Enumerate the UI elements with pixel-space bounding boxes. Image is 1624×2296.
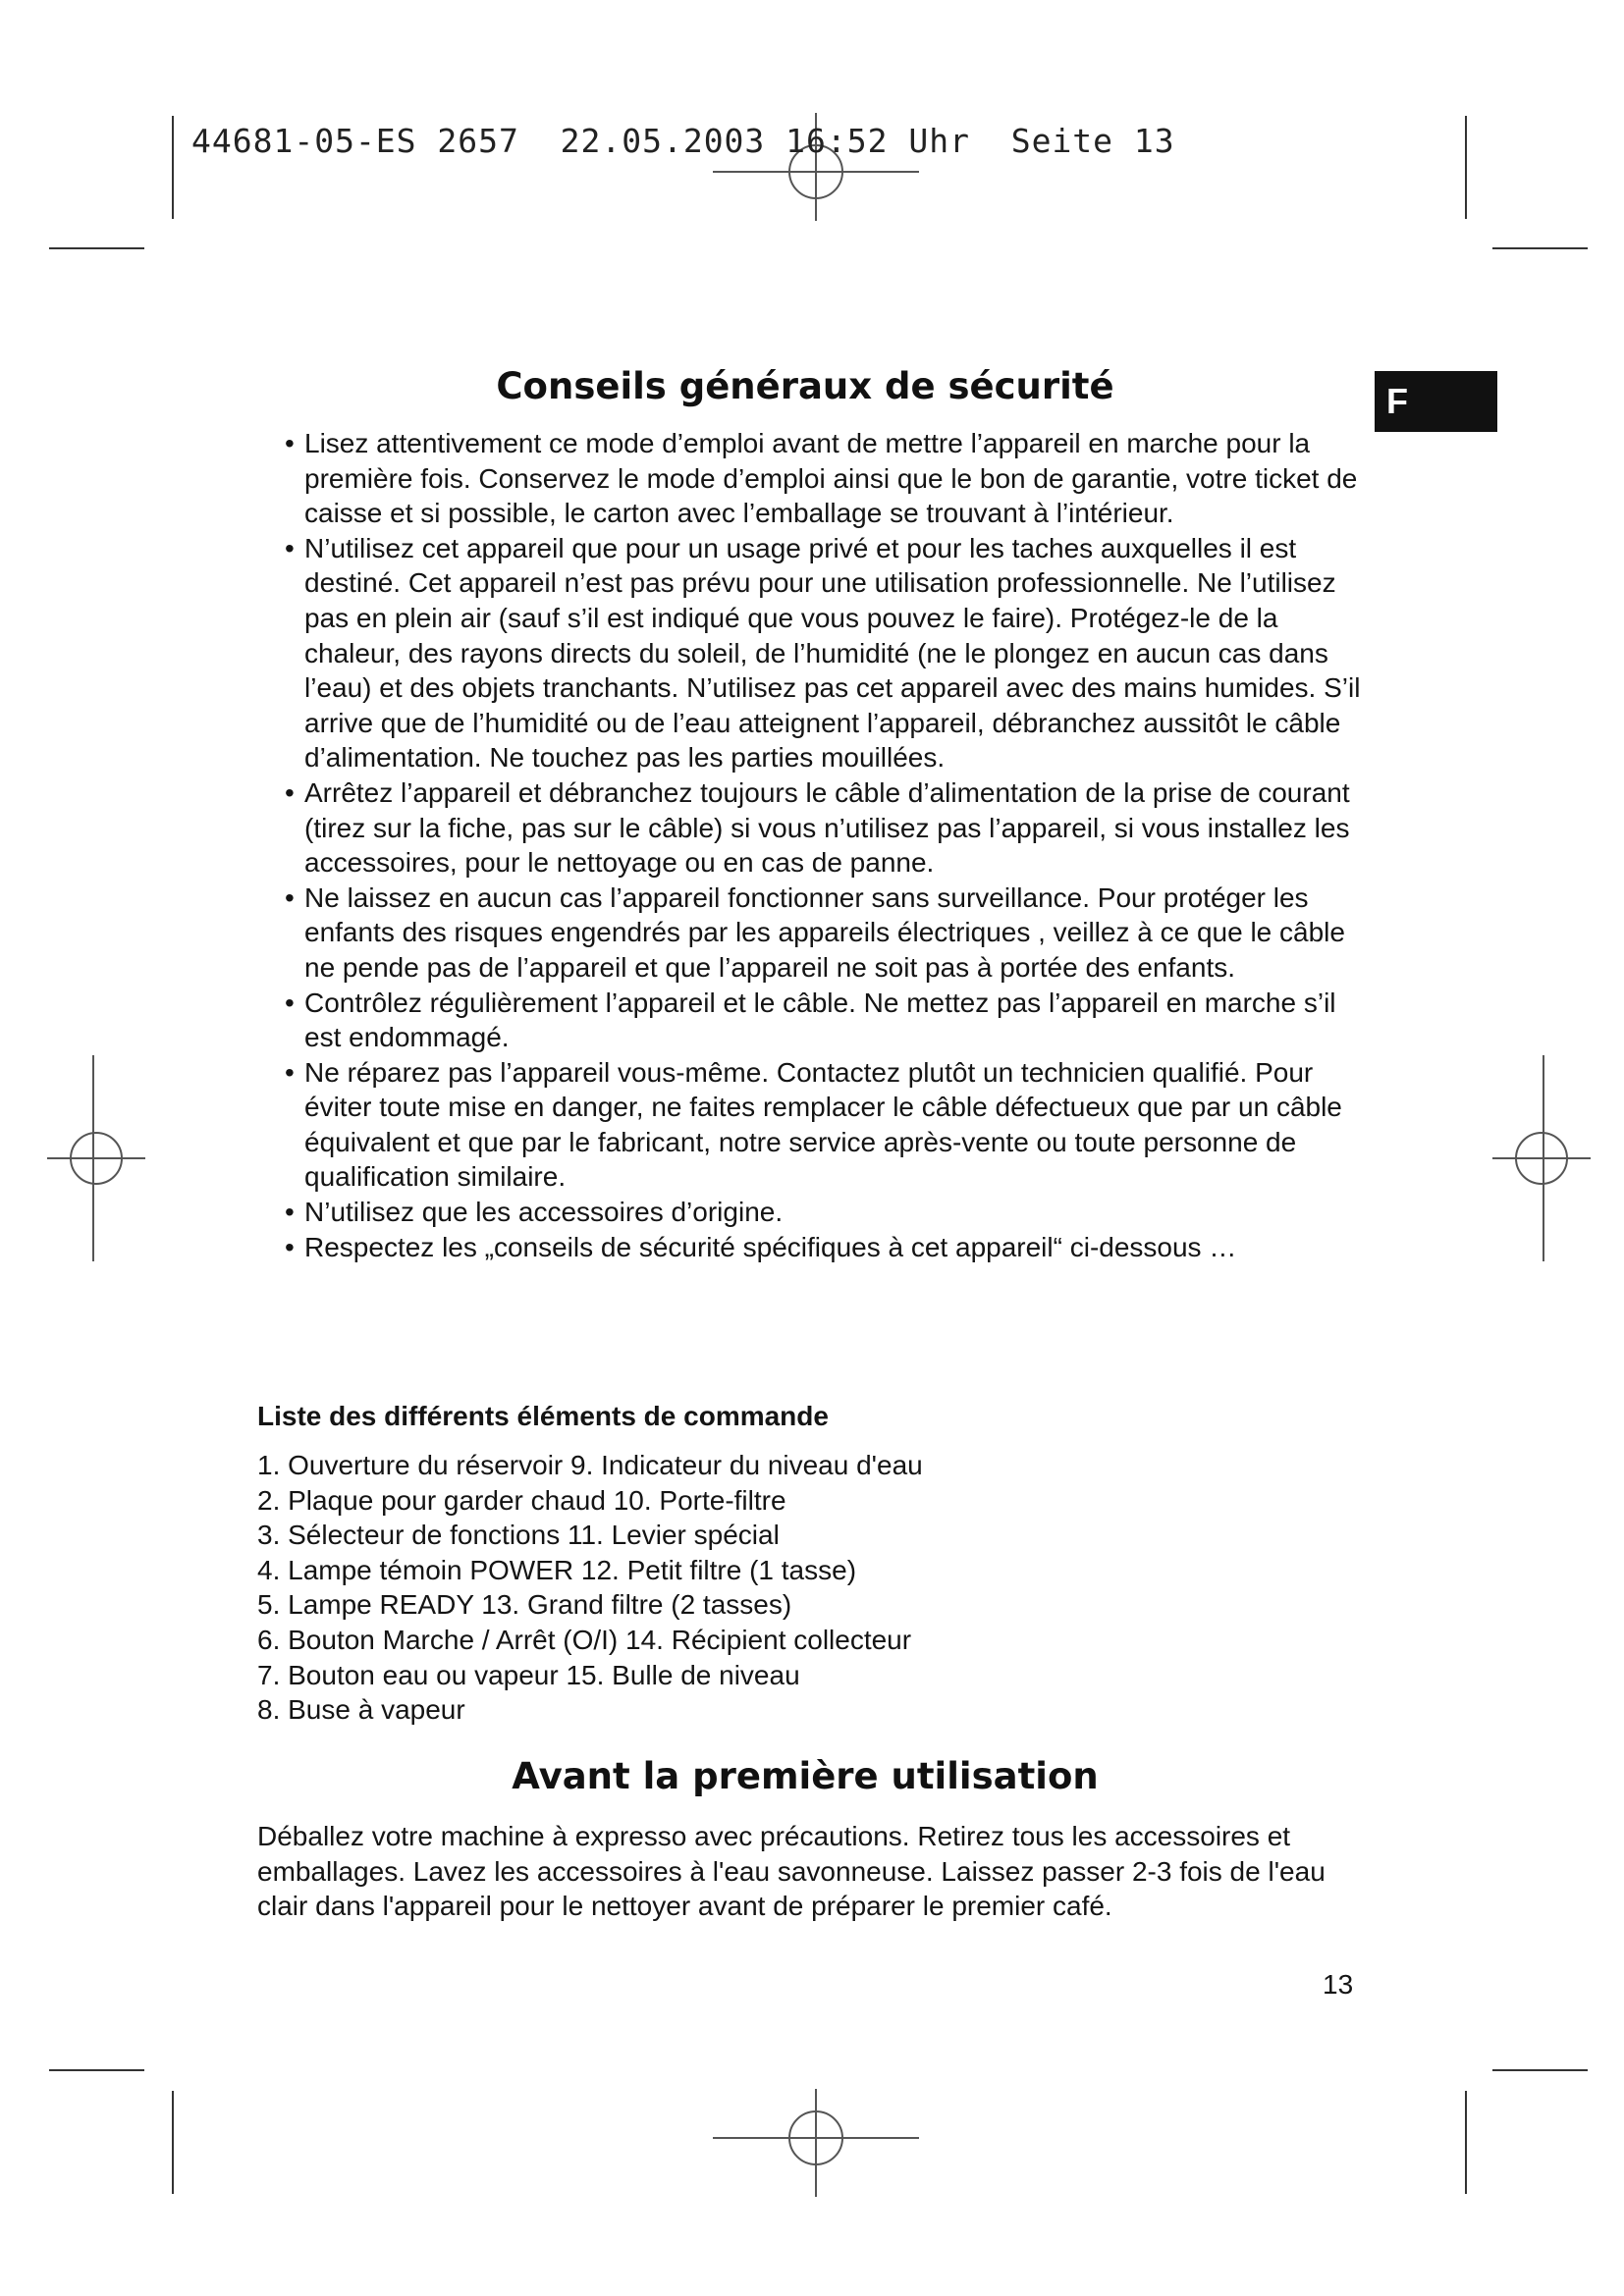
list-item — [257, 986, 1362, 1055]
first-use-paragraph: Déballez votre machine à expresso avec précautions. Retirez tous les accessoires et emballages. Lavez les accessoires à l'eau savonneuse. Laissez passer 2-3 fois de l'eau clair dans l'appareil pour le nettoyer avant de préparer le premier café. — [257, 1821, 1326, 1922]
control-item: 6. Bouton Marche / Arrêt (O/I) 14. Récipient collecteur — [257, 1624, 912, 1655]
registration-mark-right — [1492, 1055, 1591, 1261]
list-item-text: N’utilisez que les accessoires d’origine. — [304, 1197, 784, 1228]
crop-mark-top-left-vertical — [172, 116, 174, 219]
section-title-safety: Conseils généraux de sécurité — [496, 365, 1114, 407]
controls-title: Liste des différents éléments de commande — [257, 1401, 829, 1431]
list-item — [257, 1230, 1362, 1265]
crop-mark-bottom-left-vertical — [172, 2091, 174, 2194]
list-item-text: Ne réparez pas l’appareil vous-même. Contactez plutôt un technicien qualifié. Pour éviter toute mise en danger, ne faites remplacer le câble défectueux que par un câble équivalent et que par le fabricant, notre service après-vente ou toute personne de qualification similaire. — [304, 1056, 1342, 1193]
list-item-text: Respectez les „conseils de sécurité spécifiques à cet appareil“ ci-dessous … — [304, 1231, 1237, 1262]
list-item — [257, 426, 1362, 531]
control-item: 8. Buse à vapeur — [257, 1694, 465, 1726]
crop-mark-bottom-right-horizontal — [1492, 2069, 1588, 2071]
print-header: 44681-05-ES 2657 22.05.2003 16:52 Uhr Seite 13 — [191, 122, 1175, 160]
crop-mark-top-left-horizontal — [49, 247, 144, 249]
list-item — [257, 775, 1362, 881]
list-item — [257, 531, 1362, 775]
control-item: 4. Lampe témoin POWER 12. Petit filtre (1 tasse) — [257, 1554, 857, 1585]
bullet-icon: • — [285, 532, 295, 563]
section-title-first-use: Avant la première utilisation — [512, 1755, 1099, 1797]
controls-list — [257, 1448, 1337, 1728]
control-item: 1. Ouverture du réservoir 9. Indicateur du niveau d'eau — [257, 1450, 923, 1480]
list-item — [257, 1055, 1362, 1195]
bullet-icon: • — [285, 881, 295, 913]
language-tab: F — [1375, 371, 1497, 432]
bullet-icon: • — [285, 428, 295, 458]
control-item: 2. Plaque pour garder chaud 10. Porte-filtre — [257, 1484, 786, 1516]
crop-mark-top-right-vertical — [1465, 116, 1467, 219]
registration-mark-left — [47, 1055, 145, 1261]
crop-mark-bottom-right-vertical — [1465, 2091, 1467, 2194]
page-number: 13 — [1323, 1969, 1354, 2000]
crop-mark-top-right-horizontal — [1492, 247, 1588, 249]
list-item — [257, 1195, 1362, 1230]
bullet-icon: • — [285, 1197, 295, 1228]
list-item-text: N’utilisez cet appareil que pour un usage privé et pour les taches auxquelles il est destiné. Cet appareil n’est pas prévu pour une utilisation professionnelle. Ne l’utilisez pas en plein air (sauf s’il est indiqué que vous pouvez le faire). Protégez-le de la chaleur, des rayons directs du soleil, de l’humidité (ne le plongez en aucun cas dans l’eau) et des objets tranchants. N’utilisez pas cet appareil avec des mains humides. S’il arrive que de l’humidité ou de l’eau atteignent l’appareil, débranchez aussitôt le câble d’alimentation. Ne touchez pas les parties mouillées. — [304, 532, 1361, 774]
registration-mark-bottom — [713, 2089, 919, 2197]
bullet-icon: • — [285, 987, 295, 1018]
control-item: 3. Sélecteur de fonctions 11. Levier spécial — [257, 1520, 780, 1551]
control-item: 7. Bouton eau ou vapeur 15. Bulle de niveau — [257, 1659, 800, 1690]
control-item: 5. Lampe READY 13. Grand filtre (2 tasses) — [257, 1589, 792, 1621]
bullet-icon: • — [285, 1056, 295, 1088]
list-item-text: Contrôlez régulièrement l’appareil et le câble. Ne mettez pas l’appareil en marche s’il est endommagé. — [304, 987, 1336, 1053]
crop-mark-bottom-left-horizontal — [49, 2069, 144, 2071]
list-item — [257, 881, 1362, 986]
list-item-text: Arrêtez l’appareil et débranchez toujours le câble d’alimentation de la prise de courant (tirez sur la fiche, pas sur le câble) si vous n’utilisez pas l’appareil, si vous installez les accessoires, pour le nettoyage ou en cas de panne. — [304, 776, 1350, 879]
list-item-text: Lisez attentivement ce mode d’emploi avant de mettre l’appareil en marche pour la première fois. Conservez le mode d’emploi ainsi que le bon de garantie, votre ticket de caisse et si possible, le carton avec l’emballage se trouvant à l’intérieur. — [304, 428, 1358, 529]
bullet-icon: • — [285, 776, 295, 808]
bullet-icon: • — [285, 1231, 295, 1262]
list-item-text: Ne laissez en aucun cas l’appareil fonctionner sans surveillance. Pour protéger les enfants des risques engendrés par les appareils électriques , veillez à ce que le câble ne pende pas de l’appareil et que l’appareil ne soit pas à portée des enfants. — [304, 881, 1345, 983]
safety-list — [257, 426, 1362, 1264]
